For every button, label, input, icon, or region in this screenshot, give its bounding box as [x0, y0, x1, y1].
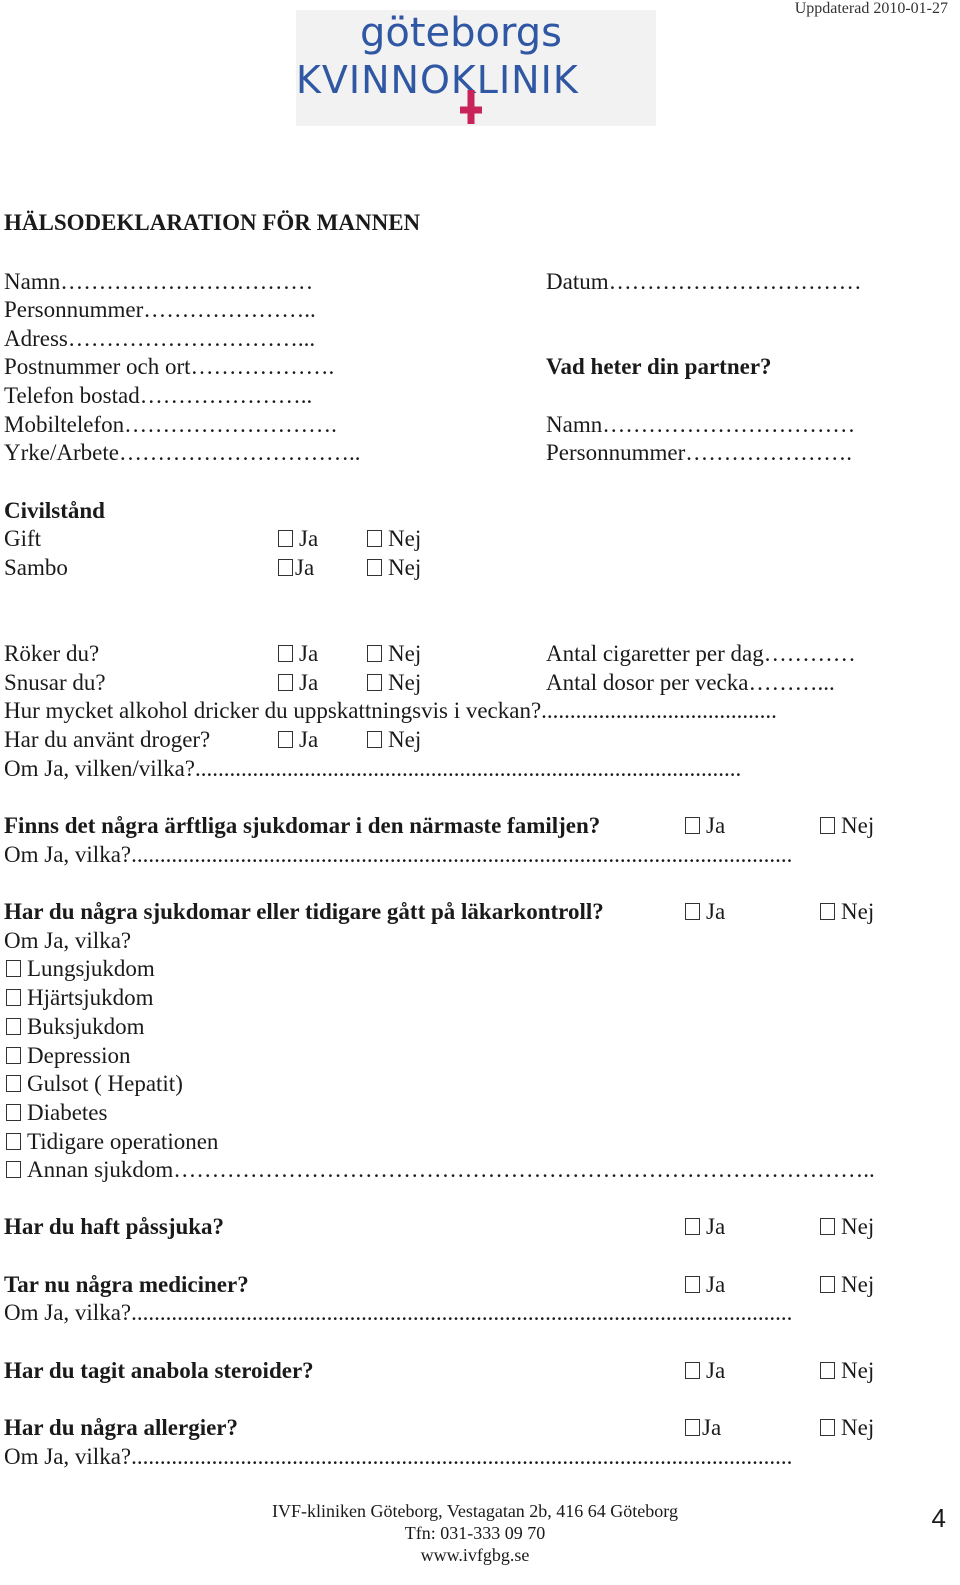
tidigare-operationer-checkbox[interactable]: Tidigare operationen — [6, 1127, 218, 1156]
footer-website: www.ivfgbg.se — [420, 1545, 530, 1565]
mediciner-vilka-field[interactable]: Om Ja, vilka?................................................................................................................... — [4, 1300, 793, 1325]
steroider-question: Har du tagit anabola steroider? — [4, 1358, 314, 1383]
roker-nej-checkbox[interactable]: Nej — [367, 639, 421, 668]
checkbox-icon — [367, 645, 382, 662]
alkohol-field[interactable]: Hur mycket alkohol dricker du uppskattningsvis i veckan?......................................... — [4, 698, 777, 723]
checkbox-icon — [820, 1362, 835, 1379]
gift-nej-checkbox[interactable]: Nej — [367, 524, 421, 553]
sjukdomar-ja-checkbox[interactable]: Ja — [685, 897, 725, 926]
civilstand-heading: Civilstånd — [4, 498, 105, 523]
adress-field[interactable]: Adress…………………………... — [4, 326, 316, 351]
page-title: HÄLSODEKLARATION FÖR MANNEN — [4, 210, 421, 235]
annan-sjukdom-checkbox[interactable]: Annan sjukdom……………………………………………………………………………….. — [6, 1155, 878, 1184]
snusar-ja-checkbox[interactable]: Ja — [278, 668, 318, 697]
mediciner-nej-checkbox[interactable]: Nej — [820, 1270, 874, 1299]
checkbox-icon — [278, 645, 293, 662]
droger-vilka-field[interactable]: Om Ja, vilken/vilka?............................................................................................... — [4, 756, 742, 781]
lungsjukdom-checkbox[interactable]: Lungsjukdom — [6, 954, 155, 983]
mediciner-ja-checkbox[interactable]: Ja — [685, 1270, 725, 1299]
checkbox-icon — [820, 817, 835, 834]
checkbox-icon — [6, 1133, 21, 1150]
page-number: 4 — [931, 1503, 946, 1533]
snusar-label: Snusar du? — [4, 670, 106, 695]
checkbox-icon — [278, 559, 293, 576]
depression-checkbox[interactable]: Depression — [6, 1041, 130, 1070]
checkbox-icon — [6, 1018, 21, 1035]
checkbox-icon — [685, 817, 700, 834]
allergier-ja-checkbox[interactable]: Ja — [685, 1413, 721, 1442]
sjukdomar-question: Har du några sjukdomar eller tidigare gått på läkarkontroll? — [4, 899, 604, 924]
telefon-field[interactable]: Telefon bostad………………….. — [4, 383, 313, 408]
checkbox-icon — [278, 674, 293, 691]
passjuka-question: Har du haft påssjuka? — [4, 1214, 225, 1239]
partner-personnummer-field[interactable]: Personnummer…………………. — [546, 440, 853, 465]
hjartsjukdom-checkbox[interactable]: Hjärtsjukdom — [6, 983, 154, 1012]
checkbox-icon — [6, 1075, 21, 1092]
checkbox-icon — [367, 530, 382, 547]
checkbox-icon — [820, 1218, 835, 1235]
arftliga-vilka-field[interactable]: Om Ja, vilka?................................................................................................................... — [4, 842, 793, 867]
steroider-nej-checkbox[interactable]: Nej — [820, 1356, 874, 1385]
checkbox-icon — [820, 1276, 835, 1293]
logo-text-kvinnoklinik: KVINNOKLINIK — [296, 58, 579, 102]
passjuka-nej-checkbox[interactable]: Nej — [820, 1212, 874, 1241]
arftliga-nej-checkbox[interactable]: Nej — [820, 811, 874, 840]
droger-nej-checkbox[interactable]: Nej — [367, 725, 421, 754]
checkbox-icon — [278, 530, 293, 547]
checkbox-icon — [685, 1218, 700, 1235]
checkbox-icon — [820, 903, 835, 920]
arftliga-question: Finns det några ärftliga sjukdomar i den närmaste familjen? — [4, 813, 601, 838]
checkbox-icon — [685, 1419, 700, 1436]
checkbox-icon — [685, 1362, 700, 1379]
steroider-ja-checkbox[interactable]: Ja — [685, 1356, 725, 1385]
diabetes-checkbox[interactable]: Diabetes — [6, 1098, 107, 1127]
namn-field[interactable]: Namn…………………………… — [4, 269, 314, 294]
logo-text-goteborgs: göteborgs — [360, 10, 562, 56]
checkbox-icon — [685, 1276, 700, 1293]
allergier-question: Har du några allergier? — [4, 1415, 239, 1440]
checkbox-icon — [6, 1104, 21, 1121]
postnummer-field[interactable]: Postnummer och ort………………. — [4, 354, 335, 379]
updated-date: Uppdaterad 2010-01-27 — [794, 0, 948, 17]
allergier-nej-checkbox[interactable]: Nej — [820, 1413, 874, 1442]
checkbox-icon — [367, 731, 382, 748]
sjukdomar-vilka-label: Om Ja, vilka? — [4, 928, 132, 953]
gulsot-checkbox[interactable]: Gulsot ( Hepatit) — [6, 1069, 183, 1098]
footer-phone: Tfn: 031-333 09 70 — [404, 1523, 546, 1543]
mobiltelefon-field[interactable]: Mobiltelefon………………………. — [4, 412, 337, 437]
checkbox-icon — [685, 903, 700, 920]
sjukdomar-nej-checkbox[interactable]: Nej — [820, 897, 874, 926]
checkbox-icon — [6, 960, 21, 977]
checkbox-icon — [367, 674, 382, 691]
buksjukdom-checkbox[interactable]: Buksjukdom — [6, 1012, 145, 1041]
checkbox-icon — [6, 989, 21, 1006]
roker-ja-checkbox[interactable]: Ja — [278, 639, 318, 668]
sambo-nej-checkbox[interactable]: Nej — [367, 553, 421, 582]
droger-ja-checkbox[interactable]: Ja — [278, 725, 318, 754]
checkbox-icon — [6, 1161, 21, 1178]
female-symbol-icon — [452, 90, 490, 126]
sambo-ja-checkbox[interactable]: Ja — [278, 553, 314, 582]
passjuka-ja-checkbox[interactable]: Ja — [685, 1212, 725, 1241]
checkbox-icon — [278, 731, 293, 748]
cigaretter-field[interactable]: Antal cigaretter per dag………… — [546, 641, 856, 666]
snusar-nej-checkbox[interactable]: Nej — [367, 668, 421, 697]
partner-namn-field[interactable]: Namn…………………………… — [546, 412, 856, 437]
droger-label: Har du använt droger? — [4, 727, 211, 752]
checkbox-icon — [367, 559, 382, 576]
yrke-field[interactable]: Yrke/Arbete………………………….. — [4, 440, 361, 465]
personnummer-field[interactable]: Personnummer………………….. — [4, 297, 316, 322]
allergier-vilka-field[interactable]: Om Ja, vilka?................................................................................................................... — [4, 1444, 793, 1469]
mediciner-question: Tar nu några mediciner? — [4, 1272, 249, 1297]
dosor-field[interactable]: Antal dosor per vecka………... — [546, 670, 835, 695]
roker-label: Röker du? — [4, 641, 100, 666]
datum-field[interactable]: Datum…………………………… — [546, 269, 862, 294]
partner-heading: Vad heter din partner? — [546, 354, 772, 379]
checkbox-icon — [6, 1047, 21, 1064]
checkbox-icon — [820, 1419, 835, 1436]
gift-label: Gift — [4, 526, 42, 551]
footer-address: IVF-kliniken Göteborg, Vestagatan 2b, 416 64 Göteborg — [272, 1501, 678, 1521]
gift-ja-checkbox[interactable]: Ja — [278, 524, 318, 553]
arftliga-ja-checkbox[interactable]: Ja — [685, 811, 725, 840]
sambo-label: Sambo — [4, 555, 68, 580]
